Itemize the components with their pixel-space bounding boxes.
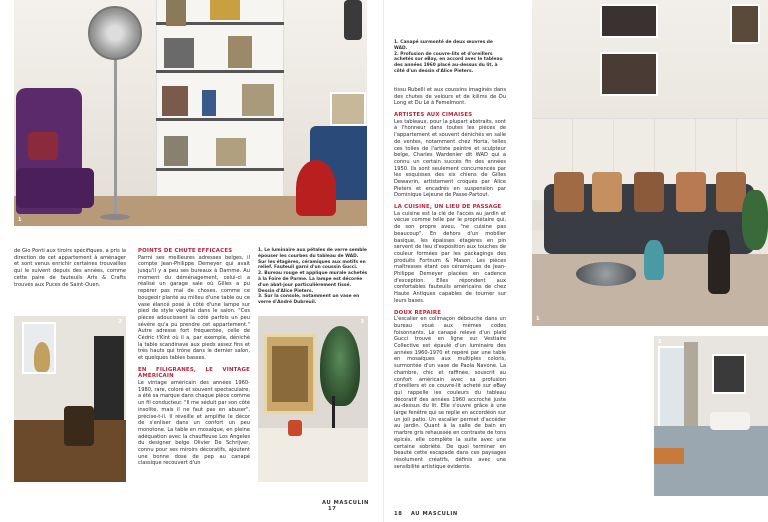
living-room-photo [14,0,367,226]
body-text: Les tableaux, pour la plupart abstraits, sont à l'honneur dans toutes les pièces de l'appartement et souvent dénichés en salle de ventes, notamment chez Horta, telles ces toiles de l'artiste peintre et sculpteur belge, Charles Wardenier dit WAD qui a connu un certain succès fin des années 1950. Ils sont seulement concurrencés par les esquisses des six chiens de Gilles Dewavrin, artistement croqués par Alice Pieters et encadrés en suspension par Dominique Lejeune de Passe-Partout. [394,118,506,199]
photo-captions [258,248,368,306]
text-column-2 [138,248,250,467]
page-number: 18 [394,511,403,517]
body-text: Parmi ses meilleures adresses belges, il compte Jean-Philippe Demeyer qui avait jusqu'il y a peu ses bureaux à Damme. Au moment du déménagement, celui-ci a réalisé un garage sale où Gilles a pu repérer pas mal de choses, comme ce bougeoir planté au milieu d'une table ou ce vase élancé posé à côté d'une lampe sur pied de style végétal dans le salon. "Ces pièces adoucissent la côté parfois un peu sévère qu'a pu prendre cet appartement." Autre adresse fort fréquentée, celle de Cédric t'Kint où il a, par exemple, déniché la table scandinave aux pieds assez fins et très hauts qui trône dans le dernier salon, et quelques tables basses. [138,254,250,362]
page-number: 17 [328,506,337,512]
body-text: L'escalier en colimaçon débouche dans un bureau voué aux mêmes codes foisonnants. Le canapé relevé d'un plaid Gucci trouvé en ligne sur Vestiaire Collective est épaulé d'un luminaire des années 1960-1970 et repéré par une table en mosaïques aux multiples coloris, surmontée d'un vase de Paola Navone. La chambre, chic et raffinée, souscrit au confort américain avec sa profusion d'oreillers et ce couvre-lit acheté sur eBay qui rappelle les couleurs du tableau décoratif des années 1960 accroché juste au-dessus du lit. Elle s'ouvre grâce à une large fenêtre qui se replie en accordéon sur un joli patio. Un escalier permet d'accéder au jardin. Quant à la salle de bain en marbre gris rehaussée en contraste de tons épicés, elle complète la suite avec une certaine sobriété. De quoi terminer en beauté cette escapade dans ces paysages résolument créatifs, définis avec une sensibilité artistique évidente. [394,316,506,470]
caption-item: 2. Profusion de couvre-lits et d'oreillers achetés sur eBay, en accord avec le tableau des années 1960 placé au-dessus du lit, à côté d'un dessin d'Alice Pieters. [394,51,503,74]
figure-number: 2 [118,319,122,325]
magazine-name: AU MASCULIN [410,511,458,517]
section-heading: POINTS DE CHUTE EFFICACES [138,248,233,254]
figure-number: 1 [536,316,540,322]
section-heading: LA CUISINE, UN LIEU DE PASSAGE [394,204,502,211]
text-column-1 [14,248,126,288]
body-text: de Gio Ponti aux tiroirs spécifiques, a pris la direction de cet appartement à aménager et sont venus enrichir certaines trouvailles qui le suivent depuis des années, comme cette paire de fauteuils Arts & Crafts trouvés aux Puces de Saint-Ouen. [14,248,126,288]
body-text: Le vintage américain des années 1960-1980, rare, coloré et souvent spectaculaire, a été sa marque dans chaque pièce comme un fil conducteur. "Il me séduit par son côté insolite, mais il ne faut pas en abuser", précise-t-il. Il réveille et amplifie le décor de s'enliser dans un confort un peu monotone. La table en mosaïque, en pleine adéquation avec la chauffeuse Los Angeles du designer belge Olivier De Schrijver, connu pour ses miroirs décoratifs, ajoutent une bonne dose de pep au canapé classique recouvert d'un [138,380,250,467]
photo-captions [394,40,506,75]
section-heading: ARTISTES AUX CIMAISES [394,112,473,119]
caption-item: 2. Bureau rouge et applique murale achetés à la Foire de Parme. La lampe est décorée d'un abat-jour particulièrement tissé. Dessin d'Alice Pieters. [258,271,368,294]
body-text: La cuisine est la clé de l'accès au jardin et vécue comme telle par le propriétaire qui, de son propre aveu, "ne cuisine pas beaucoup". En dehors d'un mobilier basique, les épaisses étagères en pin servent de lieu d'exposition aux touches de couleur formées par les packagings des produits Fortnum & Mason. Les pièces maîtresses étant ces céramiques de Jean-Philippe Demeyer placées en cadence d'exception. Elles répondent aux confortables fauteuils américains de chez Haute Antiques capables de tourner sur leurs bases. [394,210,506,304]
console-photo [258,316,368,482]
figure-number: 2 [658,339,662,345]
text-column-1 [394,87,506,470]
body-text: tissu Rubelli et aux coussins imaginés dans des chutes de velours et de kilims de Du Long et Du Lé à Femelmont. [394,87,506,107]
caption-item: 1. Le luminaire aux pétales de verre semble épouser les courbes du tableau de WAD. Sur les étagères, céramiques aux motifs en relief. Fauteuil garni d'un coussin Gucci. [258,248,367,271]
sofa-photo [532,0,768,326]
folio [394,511,458,517]
figure-number: 1 [18,217,22,223]
kitchen-photo [14,316,126,482]
figure-number: 3 [360,319,364,325]
caption-item: 1. Canapé surmonté de deux œuvres de WAD. [394,40,493,51]
section-heading: DOUX REPAIRE [394,309,442,316]
right-page [384,0,768,522]
magazine-name: AU MASCULIN [322,500,369,506]
section-heading: EN FILIGRANES, LE VINTAGE AMÉRICAIN [138,366,250,380]
caption-item: 3. Sur la console, notamment un vase en verre d'André Dubreuil. [258,294,360,306]
folio [322,500,384,512]
bedroom-photo [654,336,768,496]
